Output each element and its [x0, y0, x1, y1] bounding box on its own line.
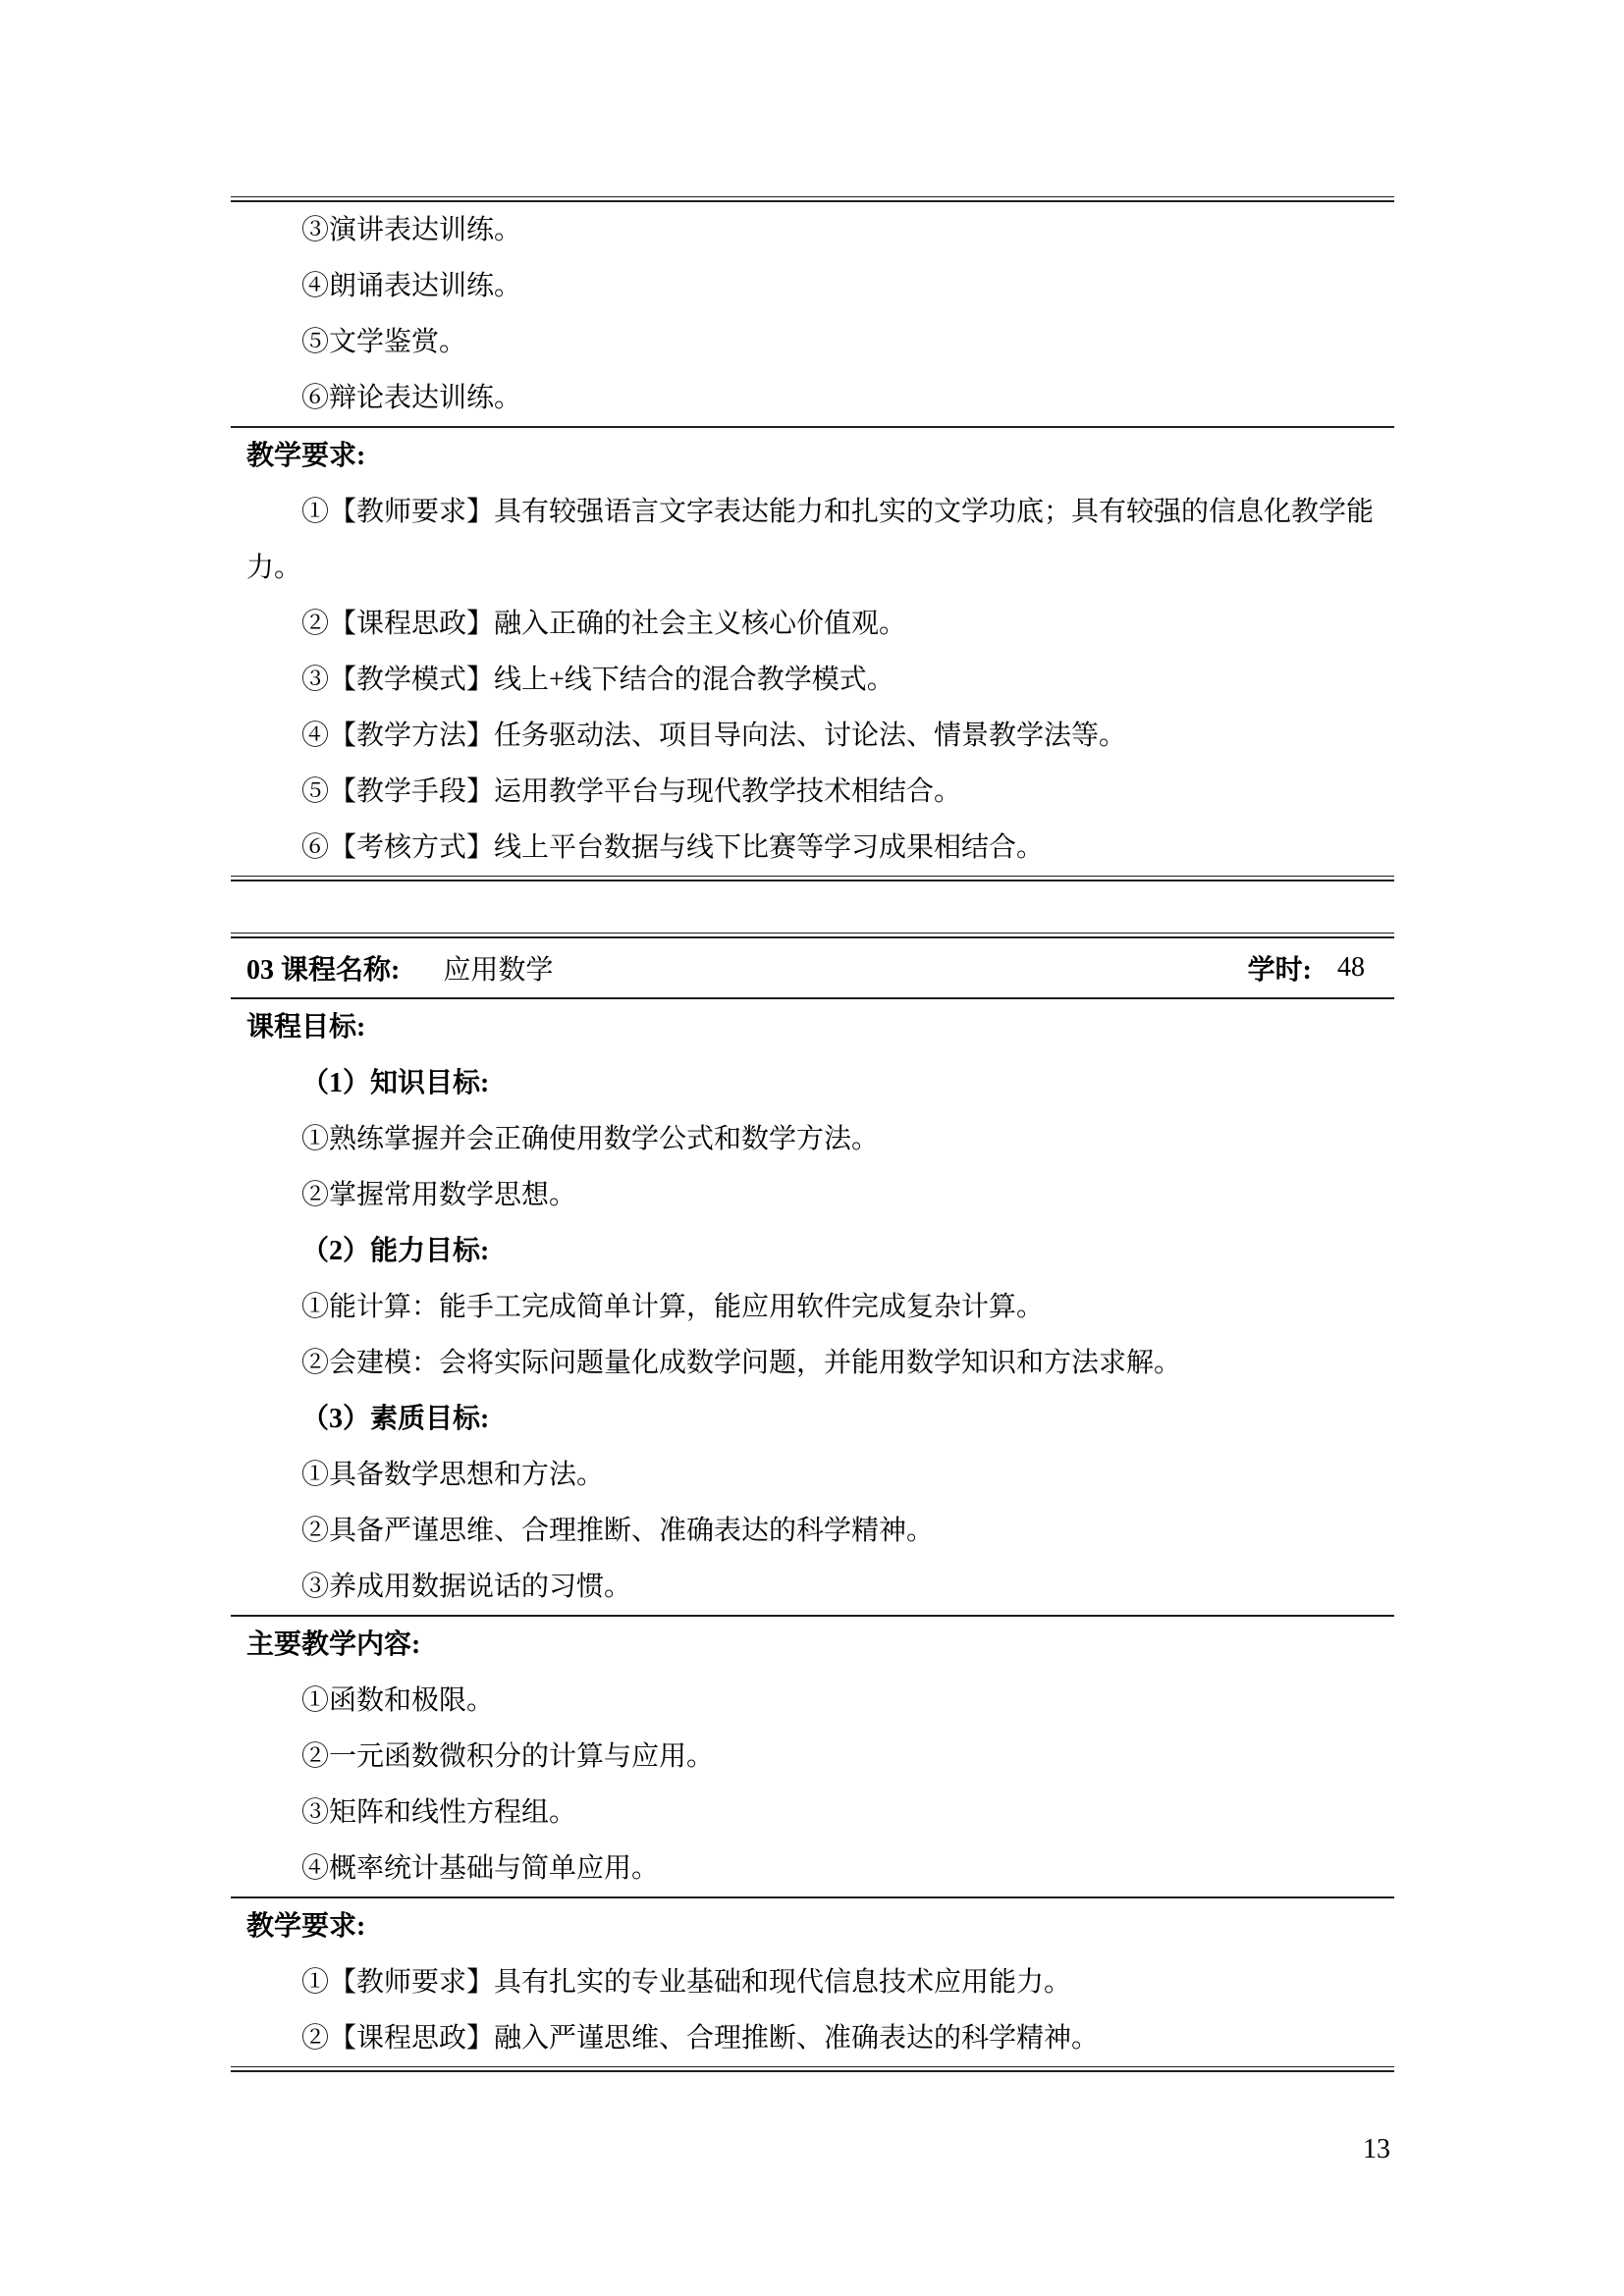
list-item: ⑤【教学手段】运用教学平台与现代教学技术相结合。	[301, 776, 962, 807]
list-item: ③矩阵和线性方程组。	[301, 1797, 577, 1828]
table-bottom-border	[231, 2066, 1394, 2072]
course-hours-value: 48	[1337, 952, 1365, 983]
course-title-group	[246, 948, 553, 988]
course-header-row	[231, 938, 1394, 999]
course-number-label: 03 课程名称:	[246, 955, 401, 986]
list-item: ②掌握常用数学思想。	[301, 1180, 577, 1210]
list-item: ④【教学方法】任务驱动法、项目导向法、讨论法、情景教学法等。	[301, 721, 1127, 751]
course-objectives-heading: 课程目标:	[246, 1012, 366, 1042]
list-item: ③演讲表达训练。	[301, 215, 522, 245]
teaching-requirements-heading: 教学要求:	[246, 1911, 366, 1942]
list-item: ③养成用数据说话的习惯。	[301, 1572, 632, 1602]
list-item: ④朗诵表达训练。	[301, 271, 522, 301]
page-number: 13	[1363, 2134, 1390, 2164]
list-item: ⑤文学鉴赏。	[301, 327, 467, 357]
course-name: 应用数学	[443, 955, 554, 986]
list-item: ①熟练掌握并会正确使用数学公式和数学方法。	[301, 1124, 880, 1154]
list-item: ③【教学模式】线上+线下结合的混合教学模式。	[301, 665, 894, 695]
objective-subheading: （3）素质目标:	[301, 1404, 490, 1434]
list-item: ①具备数学思想和方法。	[301, 1460, 605, 1490]
list-item: ②具备严谨思维、合理推断、准确表达的科学精神。	[301, 1516, 935, 1546]
course-hours-label: 学时:	[1247, 955, 1312, 986]
list-item: ①函数和极限。	[301, 1685, 495, 1716]
list-item: ⑥辩论表达训练。	[301, 383, 522, 413]
list-item: ②一元函数微积分的计算与应用。	[301, 1741, 715, 1772]
list-item: ②【课程思政】融入正确的社会主义核心价值观。	[301, 609, 907, 639]
list-item: ⑥【考核方式】线上平台数据与线下比赛等学习成果相结合。	[301, 832, 1045, 863]
main-content-heading: 主要教学内容:	[246, 1629, 421, 1660]
teaching-requirements-heading: 教学要求:	[246, 441, 366, 471]
table-gap	[231, 881, 1394, 933]
objective-subheading: （2）能力目标:	[301, 1236, 490, 1266]
list-item: ④概率统计基础与简单应用。	[301, 1853, 660, 1884]
objective-subheading: （1）知识目标:	[301, 1068, 490, 1098]
list-item: ②【课程思政】融入严谨思维、合理推断、准确表达的科学精神。	[301, 2023, 1100, 2054]
course-hours-group	[1248, 948, 1379, 988]
list-item: ①【教师要求】具有扎实的专业基础和现代信息技术应用能力。	[301, 1967, 1072, 1998]
course-description-table	[231, 196, 1394, 2166]
list-item: ①能计算：能手工完成简单计算，能应用软件完成复杂计算。	[301, 1292, 1045, 1322]
list-item: ②会建模：会将实际问题量化成数学问题，并能用数学知识和方法求解。	[301, 1348, 1182, 1378]
list-item: ①【教师要求】具有较强语言文字表达能力和扎实的文学功底；具有较强的信息化教学能力。	[246, 497, 1375, 583]
